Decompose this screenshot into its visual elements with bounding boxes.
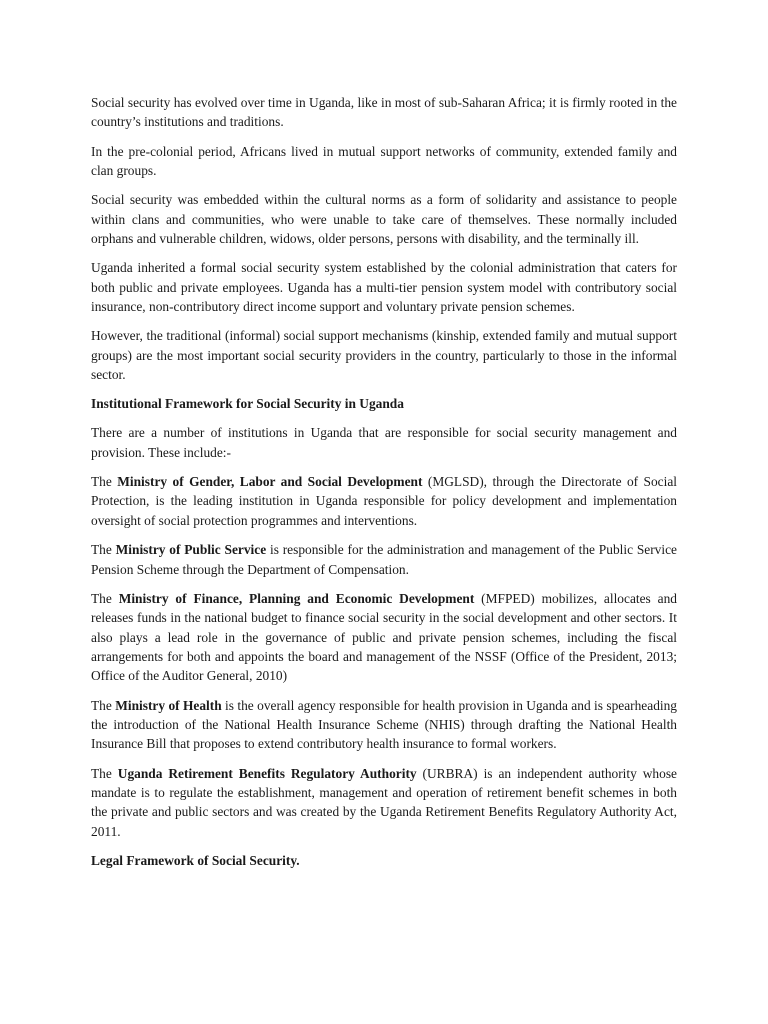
mfped-prefix: The [91,590,119,606]
mfped-description: (MFPED) mobilizes, allocates and releases funds in the national budget to finance social security in the social development and other sectors. It also plays a lead role in the governance of public and private pension schemes, including the fiscal arrangements for both and appoints the board and management of the NSSF (Office of the President, 2013; Office of the Auditor General, 2010) [91,590,677,684]
mglsd-prefix: The [91,474,118,490]
urbra-prefix: The [91,765,118,781]
paragraph-mglsd [91,472,677,530]
paragraph-evolution: Social security has evolved over time in Uganda, like in most of sub-Saharan Africa; it is firmly rooted in the country’s institutions and traditions. [91,95,677,130]
heading-legal-framework: Legal Framework of Social Security. [91,852,300,868]
paragraph-formal-system: Uganda inherited a formal social security system established by the colonial administration that caters for both public and private employees. Uganda has a multi-tier pension system model with contributory social insurance, non-contributory direct income support and voluntary private pension schemes. [91,260,677,315]
heading-institutional-framework: Institutional Framework for Social Security in Uganda [91,396,404,412]
paragraph-mfped [91,589,677,686]
urbra-description: (URBRA) is an independent authority whose mandate is to regulate the establishment, management and operation of retirement benefit schemes in both the private and public sectors and was created by the Uganda Retirement Benefits Regulatory Authority Act, 2011. [91,765,677,839]
urbra-name: Uganda Retirement Benefits Regulatory Authority [117,765,417,781]
paragraph-moh [91,696,677,754]
paragraph-mps [91,540,677,579]
moh-description: is the overall agency responsible for health provision in Uganda and is spearheading the introduction of the National Health Insurance Scheme (NHIS) through drafting the National Health Insurance Bill that proposes to extend contributory health insurance to formal workers. [91,697,677,752]
moh-prefix: The [91,697,116,713]
mglsd-description: (MGLSD), through the Directorate of Social Protection, is the leading institution in Uganda responsible for policy development and implementation oversight of social protection programmes and interventions. [91,474,677,528]
paragraph-pre-colonial: In the pre-colonial period, Africans lived in mutual support networks of community, extended family and clan groups. [91,143,677,179]
paragraph-institutions-intro: There are a number of institutions in Uganda that are responsible for social security management and provision. These include:- [91,425,677,460]
paragraph-cultural-norms: Social security was embedded within the cultural norms as a form of solidarity and assistance to people within clans and communities, who were unable to take care of themselves. These normally included orphans and vulnerable children, widows, older persons, persons with disability, and the terminally ill. [91,192,677,247]
paragraph-urbra [91,764,677,842]
paragraph-traditional-mechanisms: However, the traditional (informal) social support mechanisms (kinship, extended family and mutual support groups) are the most important social security providers in the country, particularly to those in the informal sector. [91,328,677,383]
mps-prefix: The [91,542,116,558]
mps-description: is responsible for the administration and management of the Public Service Pension Scheme through the Department of Compensation. [91,542,677,577]
mglsd-name: Ministry of Gender, Labor and Social Development [117,474,423,490]
mps-name: Ministry of Public Service [115,542,267,558]
mfped-name: Ministry of Finance, Planning and Economic Development [118,590,475,606]
moh-name: Ministry of Health [115,697,222,713]
document-page [91,93,677,880]
